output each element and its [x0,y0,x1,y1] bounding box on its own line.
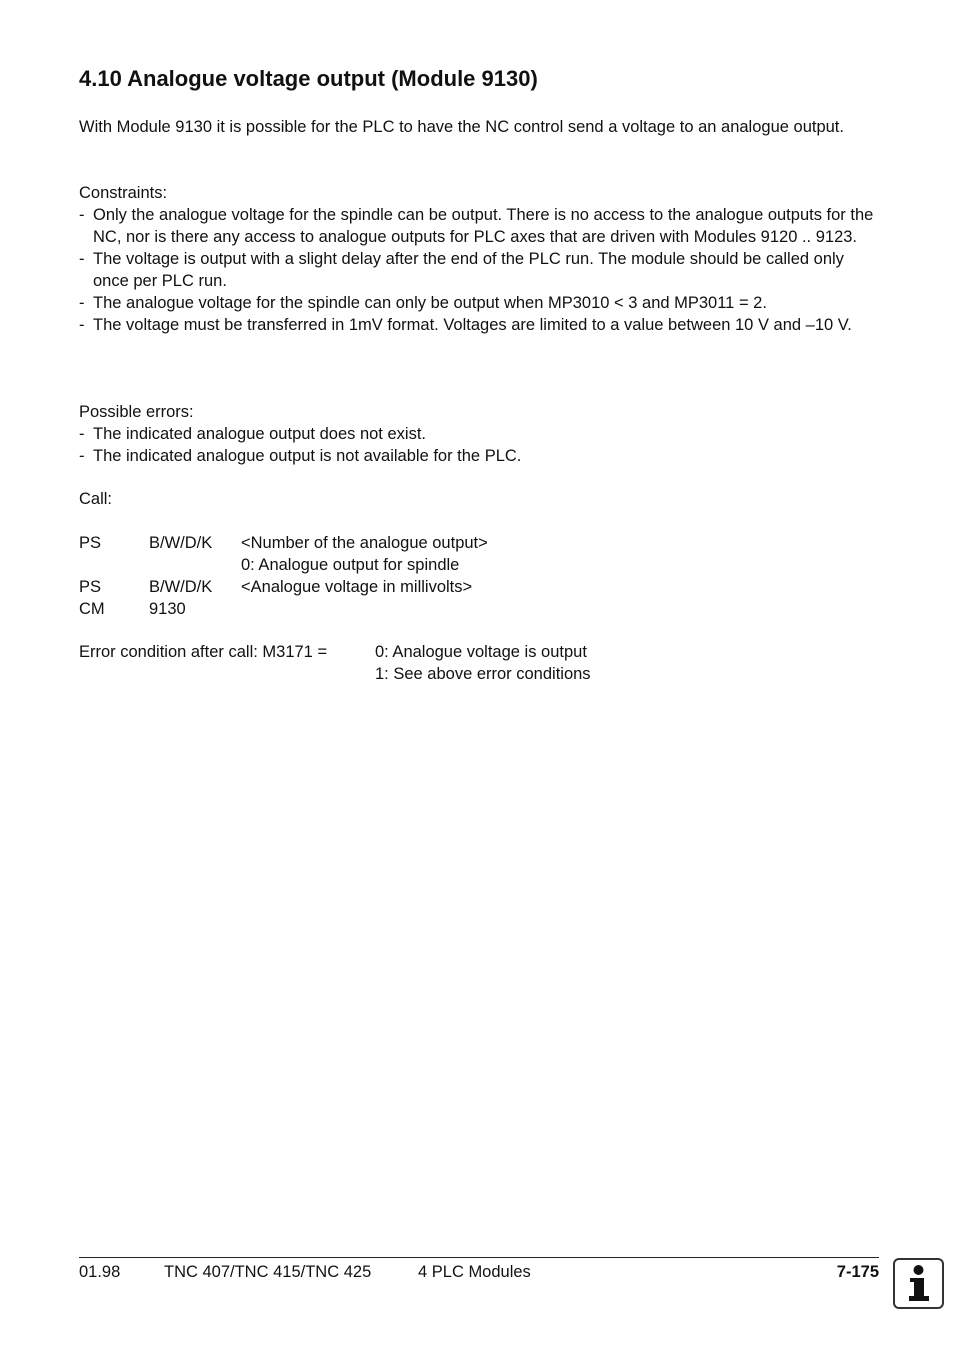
footer-model: TNC 407/TNC 415/TNC 425 [164,1263,372,1281]
list-item-text: The voltage is output with a slight delay after the end of the PLC run. The module should be called only once per PLC run. [93,250,844,290]
dash-bullet: - [79,250,85,268]
call-description: 0: Analogue output for spindle [241,556,460,574]
list-item [79,314,879,336]
footer-divider [79,1257,879,1258]
dash-bullet: - [79,316,85,334]
list-item-text: The voltage must be transferred in 1mV format. Voltages are limited to a value between 10 V and –10 V. [93,316,852,334]
footer-date: 01.98 [79,1263,121,1281]
call-label: Call: [79,490,113,508]
errors-list [79,423,879,467]
call-command: CM [79,600,105,618]
constraints-section [79,182,879,336]
footer-chapter: 4 PLC Modules [418,1263,531,1281]
dash-bullet: - [79,447,85,465]
list-item-text: The analogue voltage for the spindle can only be output when MP3010 < 3 and MP3011 = 2. [93,294,767,312]
call-operand-type: B/W/D/K [149,534,213,552]
dash-bullet: - [79,206,85,224]
intro-paragraph [79,116,879,138]
info-icon-glyph [895,1260,942,1307]
call-command: PS [79,534,102,552]
call-operand-type: B/W/D/K [149,578,213,596]
errors-label: Possible errors: [79,403,194,421]
call-description: <Number of the analogue output> [241,534,488,552]
list-item [79,248,879,292]
list-item-text: The indicated analogue output does not exist. [93,425,426,443]
error-condition-value: 0: Analogue voltage is output [375,643,587,661]
page-number: 7-175 [836,1263,879,1281]
section-heading: 4.10 Analogue voltage output (Module 9130) [79,66,538,91]
dash-bullet: - [79,425,85,443]
info-icon[interactable] [893,1258,944,1309]
list-item [79,292,879,314]
call-description: <Analogue voltage in millivolts> [241,578,473,596]
errors-section [79,401,879,467]
list-item [79,445,879,467]
constraints-label: Constraints: [79,184,168,202]
call-label-block [79,488,879,510]
list-item-text: The indicated analogue output is not available for the PLC. [93,447,522,465]
dash-bullet: - [79,294,85,312]
call-operand-type: 9130 [149,600,186,618]
list-item-text: Only the analogue voltage for the spindle can be output. There is no access to the analogue outputs for the NC, nor is there any access to analogue outputs for PLC axes that are driven with Modules 9120 .. 9123. [93,206,874,246]
list-item [79,423,879,445]
error-condition-label: Error condition after call: M3171 = [79,643,328,661]
error-condition-value: 1: See above error conditions [375,665,591,683]
constraints-list [79,204,879,336]
list-item [79,204,879,248]
intro-text: With Module 9130 it is possible for the PLC to have the NC control send a voltage to an analogue output. [79,118,844,136]
call-command: PS [79,578,102,596]
